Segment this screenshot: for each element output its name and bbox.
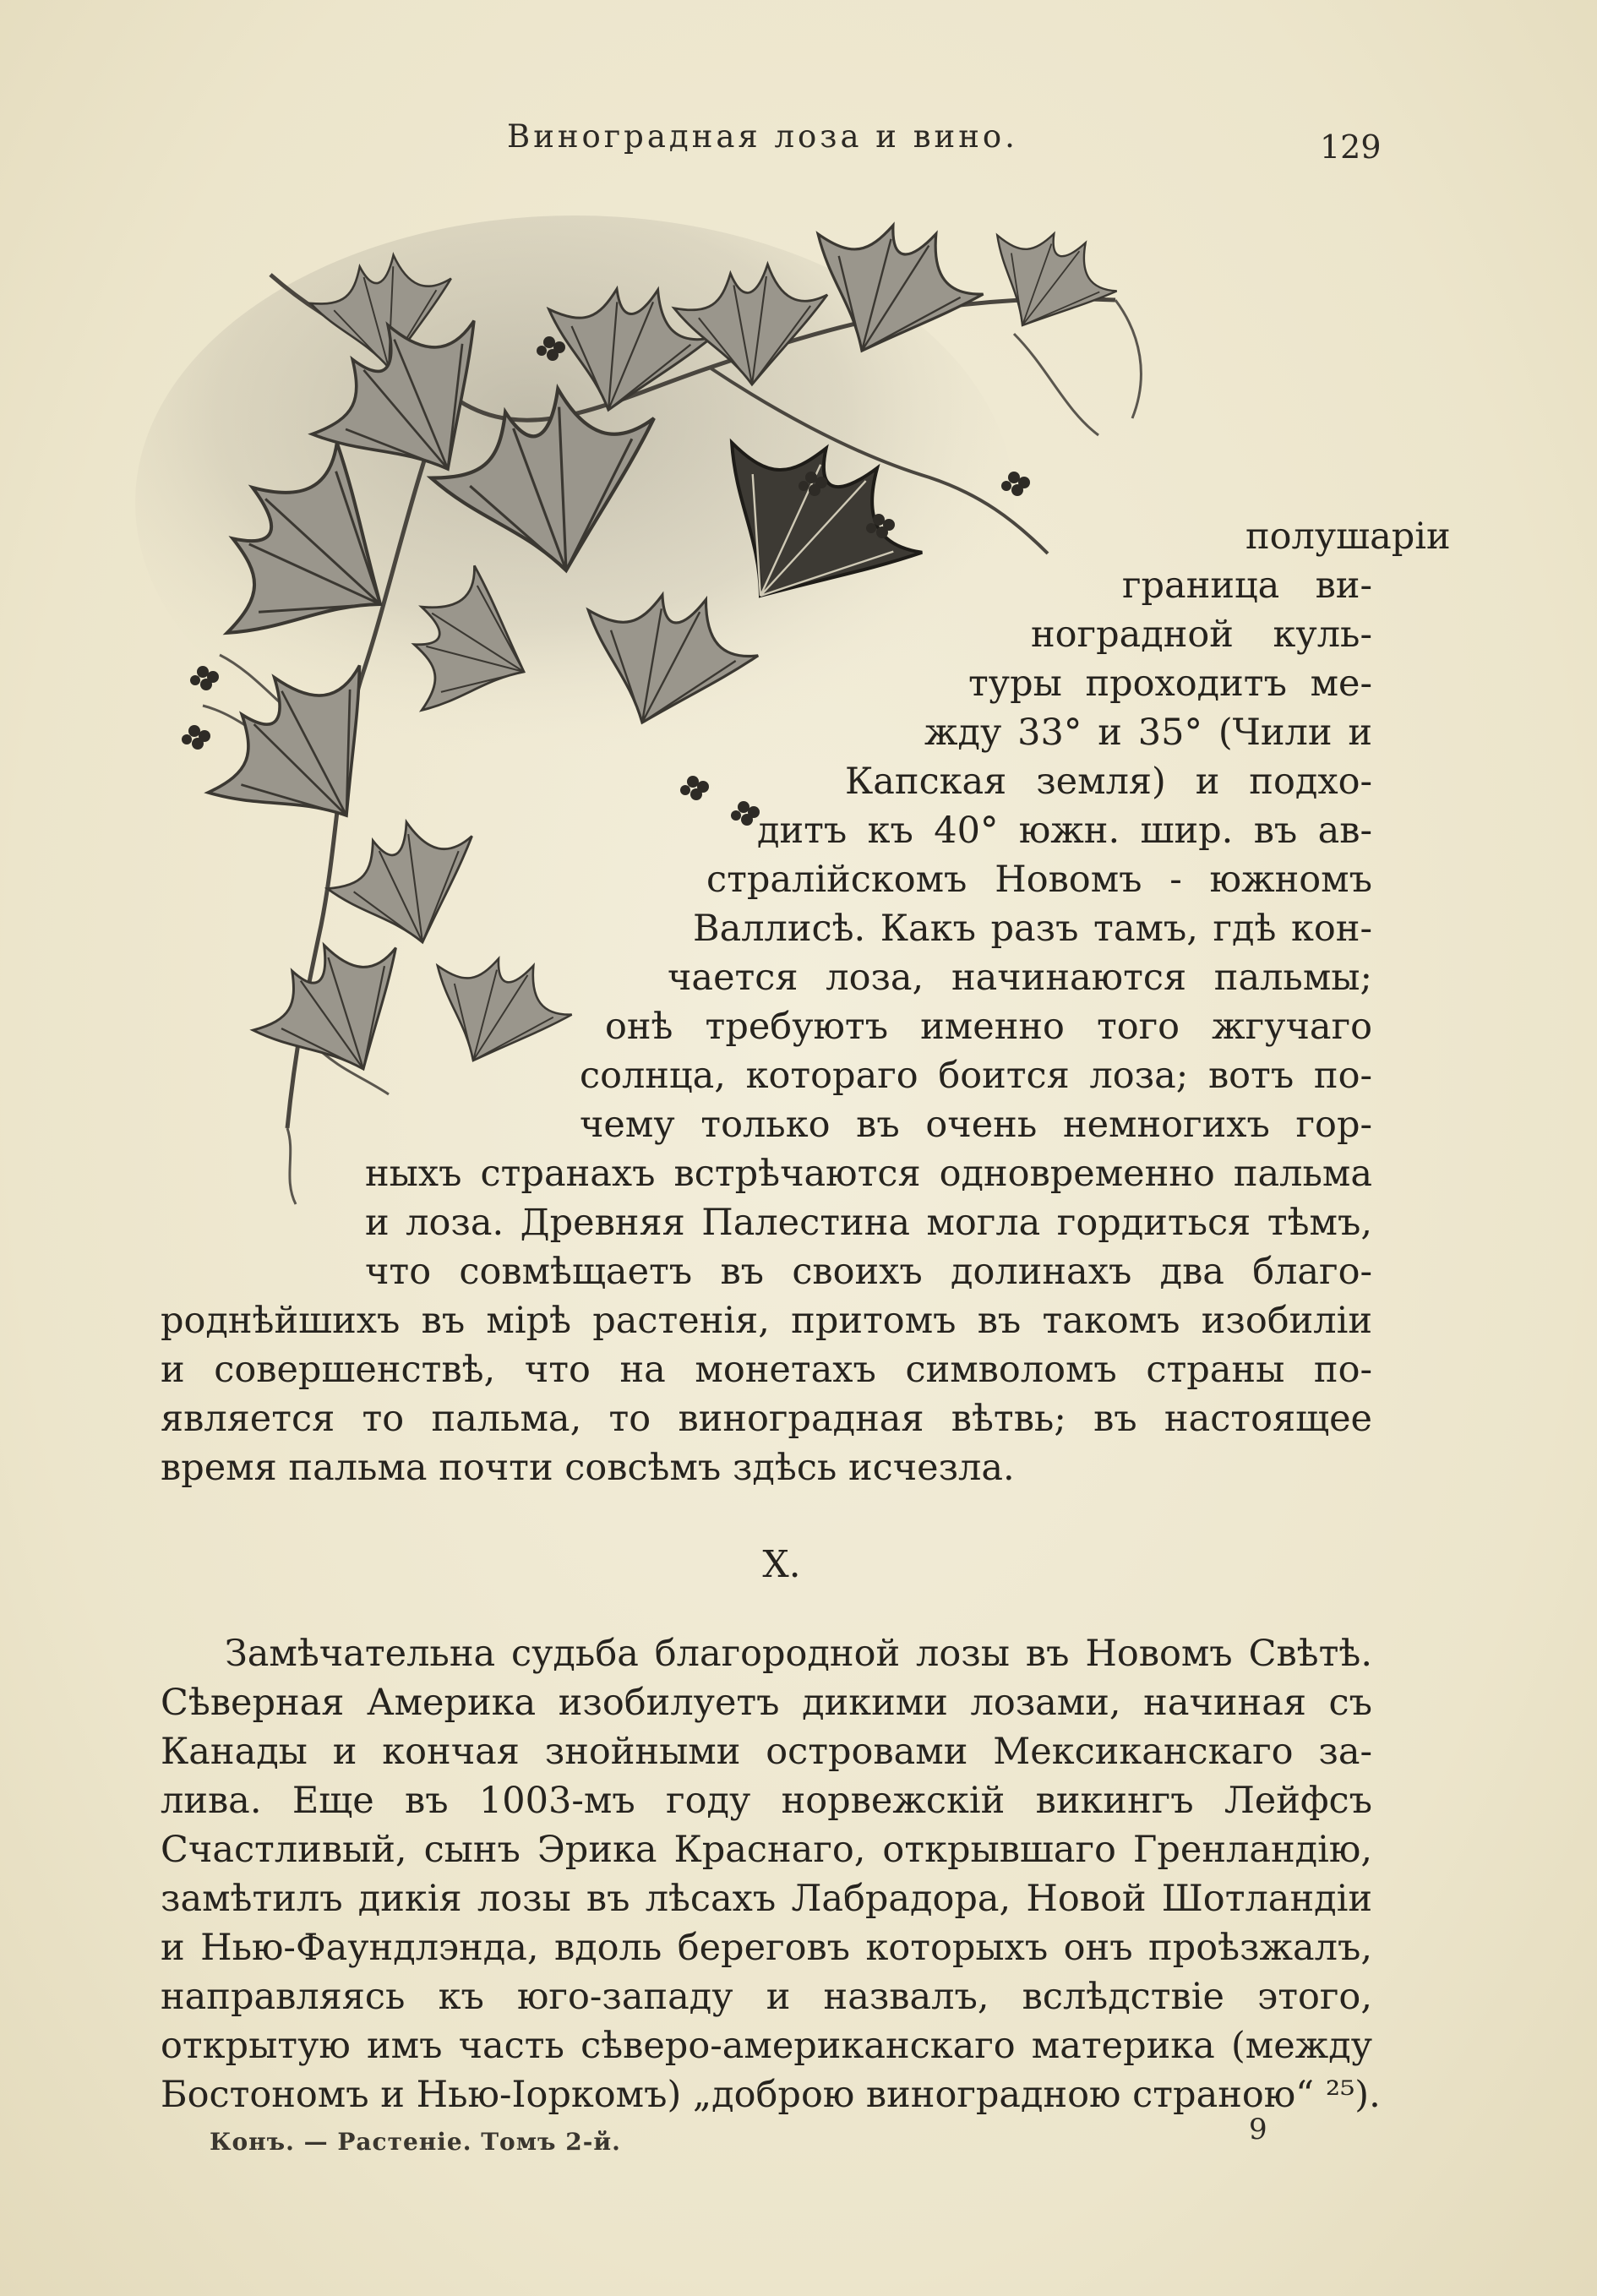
- text-line: полушаріи: [1245, 515, 1451, 558]
- text-line: туры проходитъ ме-: [968, 663, 1372, 705]
- text-line: граница ви-: [1122, 564, 1372, 607]
- page-number: 129: [1320, 128, 1382, 166]
- text-line: является то пальма, то виноградная вѣтвь; въ настоящее: [161, 1398, 1372, 1440]
- running-title: Виноградная лоза и вино.: [507, 118, 1018, 155]
- text-line: ныхъ странахъ встрѣчаются одновременно пальма: [365, 1153, 1372, 1195]
- text-line: Сѣверная Америка изобилуетъ дикими лозами, начиная съ: [161, 1682, 1372, 1724]
- signature-mark: 9: [1249, 2113, 1267, 2146]
- text-line: Счастливый, сынъ Эрика Краснаго, открывшаго Гренландію,: [161, 1829, 1372, 1871]
- text-line: и Нью-Фаундлэнда, вдоль береговъ которыхъ онъ проѣзжалъ,: [161, 1927, 1372, 1969]
- text-line: стралійскомъ Новомъ - южномъ: [706, 859, 1372, 901]
- text-line: чается лоза, начинаются пальмы;: [668, 957, 1372, 999]
- text-line: чему только въ очень немногихъ гор-: [580, 1104, 1372, 1146]
- footer-imprint: Конъ. — Растеніе. Томъ 2-й.: [210, 2128, 621, 2156]
- text-line: Замѣчательна судьба благородной лозы въ Новомъ Свѣтѣ.: [225, 1633, 1372, 1675]
- text-line: Валлисѣ. Какъ разъ тамъ, гдѣ кон-: [693, 908, 1372, 950]
- text-line: что совмѣщаетъ въ своихъ долинахъ два благо-: [365, 1251, 1372, 1293]
- section-heading: X.: [762, 1543, 801, 1586]
- text-line: и лоза. Древняя Палестина могла гордиться тѣмъ,: [365, 1202, 1372, 1244]
- text-line: дитъ къ 40° южн. шир. въ ав-: [757, 810, 1372, 852]
- text-line: ноградной куль-: [1031, 614, 1372, 656]
- text-line: жду 33° и 35° (Чили и: [924, 712, 1372, 754]
- text-line: солнца, котораго боится лоза; вотъ по-: [580, 1055, 1372, 1097]
- text-line: время пальма почти совсѣмъ здѣсь исчезла.: [161, 1447, 1015, 1489]
- text-line: замѣтилъ дикія лозы въ лѣсахъ Лабрадора, Новой Шотландіи: [161, 1878, 1372, 1920]
- text-line: направляясь къ юго-западу и назвалъ, вслѣдствіе этого,: [161, 1976, 1372, 2018]
- text-line: и совершенствѣ, что на монетахъ символомъ страны по-: [161, 1349, 1372, 1391]
- text-line: Капская земля) и подхо-: [845, 761, 1372, 803]
- text-line: Бостономъ и Нью-Іоркомъ) „доброю виноградною страною“ ²⁵).: [161, 2074, 1381, 2116]
- text-line: открытую имъ часть сѣверо-американскаго материка (между: [161, 2025, 1372, 2067]
- text-line: онѣ требуютъ именно того жгучаго: [605, 1006, 1372, 1048]
- text-line: лива. Еще въ 1003-мъ году норвежскій викингъ Лейфсъ: [161, 1780, 1372, 1822]
- text-line: Канады и кончая знойными островами Мексиканскаго за-: [161, 1731, 1372, 1773]
- text-line: роднѣйшихъ въ мірѣ растенія, притомъ въ такомъ изобиліи: [161, 1300, 1372, 1342]
